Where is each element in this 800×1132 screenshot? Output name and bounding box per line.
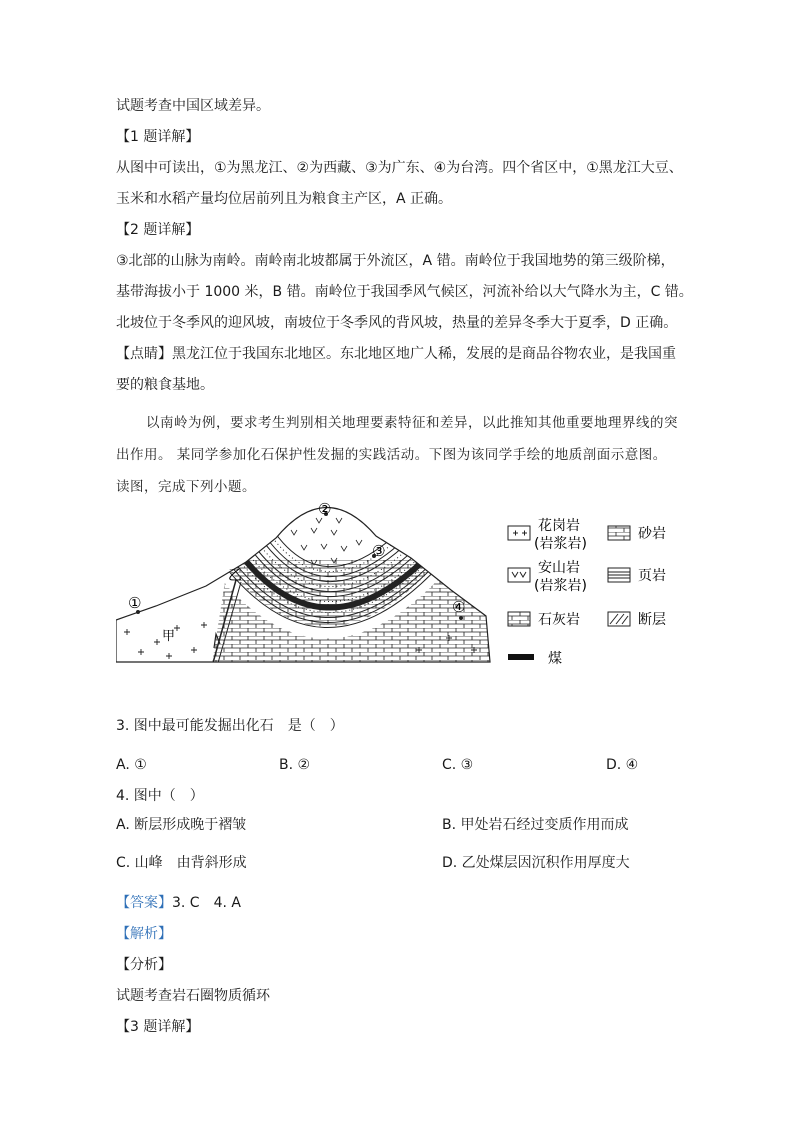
answer-text: 3. C 4. A bbox=[172, 895, 241, 911]
geologic-cross-section-figure bbox=[116, 500, 696, 670]
text-line: 要的粮食基地。 bbox=[116, 377, 214, 393]
text-line: 从图中可读出，①为黑龙江、②为西藏、③为广东、④为台湾。四个省区中，①黑龙江大豆、 bbox=[116, 160, 683, 176]
marker-4: ④ bbox=[452, 598, 466, 616]
q1-heading: 【1 题详解】 bbox=[116, 129, 200, 145]
fenxi-text: 试题考查岩石圈物质循环 bbox=[116, 988, 270, 1004]
text-line: ③北部的山脉为南岭。南岭南北坡都属于外流区，A 错。南岭位于我国地势的第三级阶梯， bbox=[116, 253, 675, 269]
legend-andesite-sub: (岩浆岩) bbox=[534, 578, 587, 594]
q2-heading: 【2 题详解】 bbox=[116, 222, 200, 238]
intro-line: 出作用。 某同学参加化石保护性发掘的实践活动。下图为该同学手绘的地质剖面示意图。 bbox=[116, 447, 667, 463]
q3-option-b[interactable]: B. ② bbox=[279, 757, 311, 773]
legend-granite-sub: (岩浆岩) bbox=[534, 536, 587, 552]
legend-andesite: 安山岩 bbox=[538, 560, 580, 576]
intro-line: 以南岭为例，要求考生判别相关地理要素特征和差异，以此推知其他重要地理界线的突 bbox=[146, 415, 678, 431]
q3-stem: 3. 图中最可能发掘出化石 是（ ） bbox=[116, 718, 344, 734]
text-line: 基带海拔小于 1000 米，B 错。南岭位于我国季风气候区，河流补给以大气降水为主，C 错。 bbox=[116, 284, 693, 300]
legend-shale: 页岩 bbox=[638, 568, 666, 584]
label-jia: 甲 bbox=[162, 629, 176, 644]
answer-label: 【答案】 bbox=[116, 895, 172, 911]
text-line: 北坡位于冬季风的迎风坡，南坡位于冬季风的背风坡，热量的差异冬季大于夏季，D 正确。 bbox=[116, 315, 678, 331]
legend-sandstone: 砂岩 bbox=[638, 526, 666, 542]
text-line: 玉米和水稻产量均位居前列且为粮食主产区，A 正确。 bbox=[116, 191, 453, 207]
q3-option-c[interactable]: C. ③ bbox=[442, 757, 474, 773]
legend-limestone: 石灰岩 bbox=[538, 612, 580, 628]
q4-stem: 4. 图中（ ） bbox=[116, 788, 204, 804]
analysis-label: 【解析】 bbox=[116, 926, 172, 942]
q4-option-b[interactable]: B. 甲处岩石经过变质作用而成 bbox=[442, 817, 629, 833]
q4-option-a[interactable]: A. 断层形成晚于褶皱 bbox=[116, 817, 247, 833]
label-yi: 乙 bbox=[228, 568, 242, 584]
text-line: 试题考查中国区域差异。 bbox=[116, 98, 270, 114]
legend-fault: 断层 bbox=[638, 612, 666, 628]
marker-2: ② bbox=[318, 500, 332, 518]
fenxi-heading: 【分析】 bbox=[116, 957, 172, 973]
answer-line bbox=[116, 893, 241, 913]
legend-coal: 煤 bbox=[548, 651, 562, 667]
legend-granite: 花岗岩 bbox=[538, 518, 580, 534]
intro-line: 读图，完成下列小题。 bbox=[116, 479, 256, 495]
q4-option-c[interactable]: C. 山峰 由背斜形成 bbox=[116, 855, 247, 871]
marker-1: ① bbox=[128, 594, 142, 612]
legend bbox=[508, 517, 666, 667]
dianjing-text: 【点睛】黑龙江位于我国东北地区。东北地区地广人稀，发展的是商品谷物农业，是我国重 bbox=[116, 346, 676, 362]
q3-option-d[interactable]: D. ④ bbox=[606, 757, 639, 773]
q3-heading: 【3 题详解】 bbox=[116, 1019, 200, 1035]
q3-option-a[interactable]: A. ① bbox=[116, 757, 147, 773]
marker-3: ③ bbox=[372, 542, 386, 560]
q4-option-d[interactable]: D. 乙处煤层因沉积作用厚度大 bbox=[442, 855, 630, 871]
